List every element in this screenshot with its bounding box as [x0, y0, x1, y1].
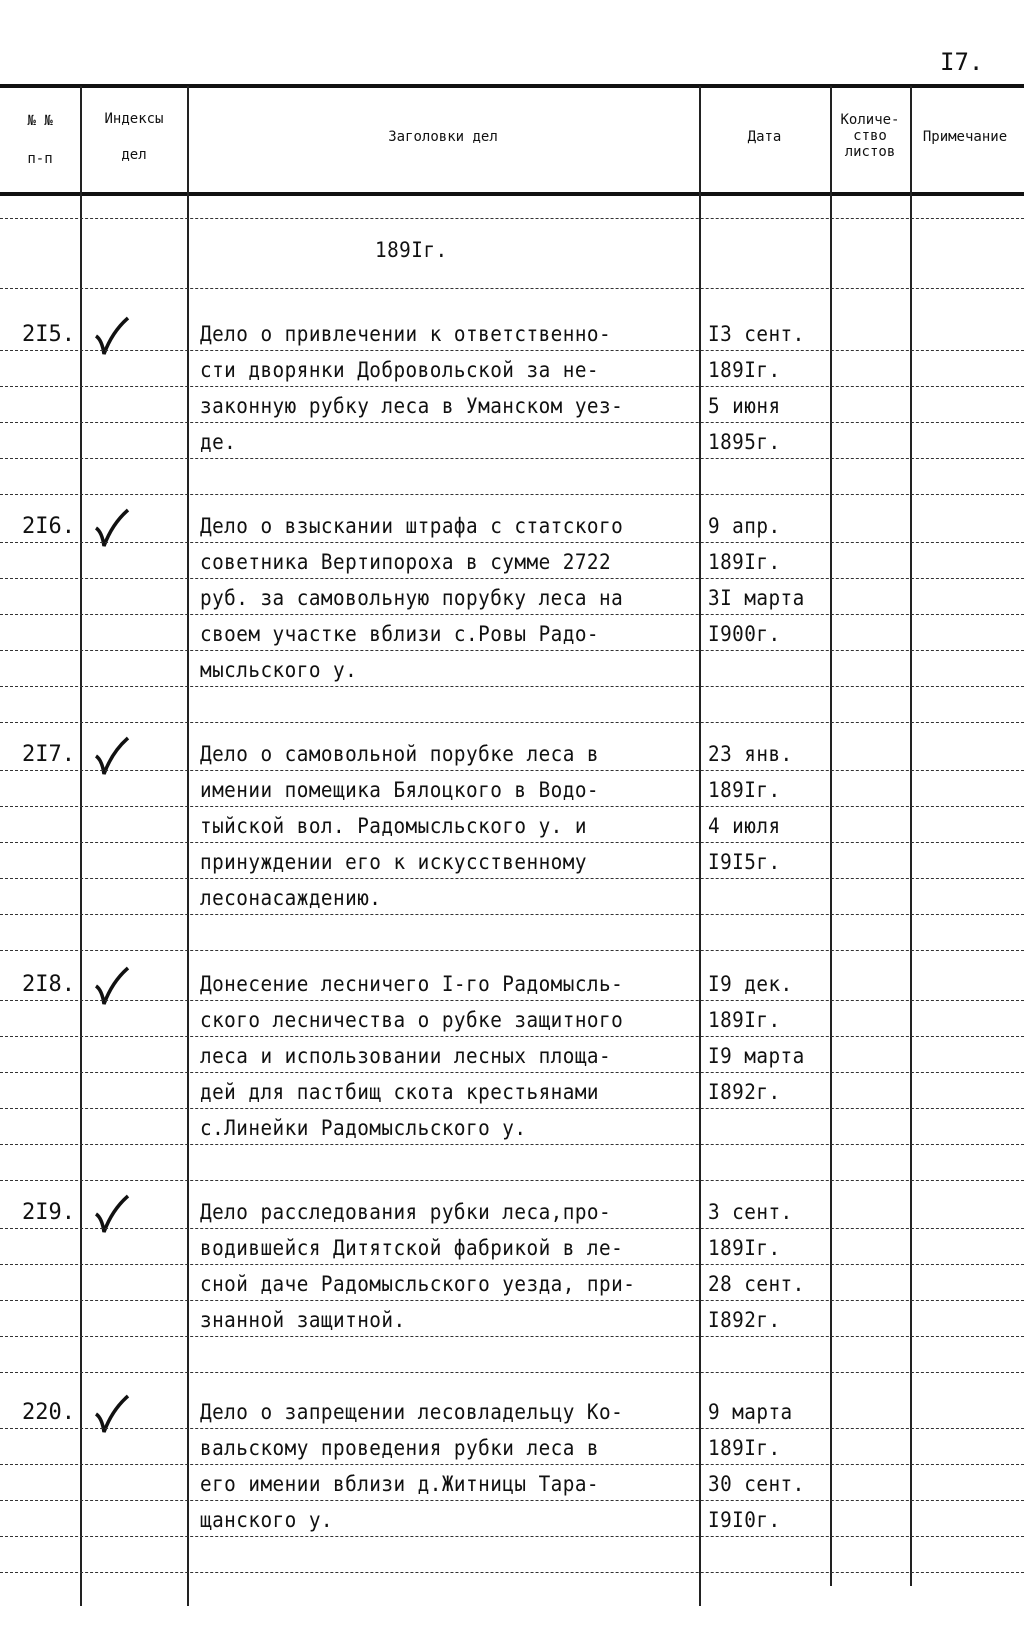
ruled-line [0, 1264, 1024, 1265]
entry-title-line: вальскому проведения рубки леса в [200, 1436, 600, 1460]
entry-date-line: 5 июня [708, 394, 781, 418]
entry-number: 220. [22, 1400, 75, 1425]
entry-title-line: тыйской вол. Радомысльского у. и [200, 814, 587, 838]
header-count [830, 112, 910, 160]
entry-date-line: 189Iг. [708, 1236, 781, 1260]
ruled-line [0, 350, 1024, 351]
entry-title-line: лесонасаждению. [200, 886, 382, 910]
entry-date-line: 4 июля [708, 814, 781, 838]
entry-date-line: 30 сент. [708, 1472, 805, 1496]
ruled-line [0, 770, 1024, 771]
checkmark-icon [92, 734, 132, 778]
entry-title-line: щанского у. [200, 1508, 334, 1532]
entry-date-line: 189Iг. [708, 778, 781, 802]
ruled-line [0, 218, 1024, 219]
ruled-line [0, 1500, 1024, 1501]
entry-date-line: 189Iг. [708, 550, 781, 574]
entry-date-line: 189Iг. [708, 1008, 781, 1032]
entry-title-line: законную рубку леса в Уманском уез- [200, 394, 624, 418]
entry-title-line: Дело о привлечении к ответственно- [200, 322, 612, 346]
entry-date-line: 1895г. [708, 430, 781, 454]
entry-number: 2I7. [22, 742, 75, 767]
ruled-line [0, 458, 1024, 459]
page-number: I7. [940, 48, 984, 76]
ruled-line [0, 950, 1024, 951]
ruled-line [0, 578, 1024, 579]
ruled-line [0, 878, 1024, 879]
entry-title-line: своем участке вблизи с.Ровы Радо- [200, 622, 600, 646]
ruled-line [0, 386, 1024, 387]
entry-date-line: I9I0г. [708, 1508, 781, 1532]
entry-title-line: де. [200, 430, 237, 454]
entry-date-line: I9I5г. [708, 850, 781, 874]
ruled-line [0, 1428, 1024, 1429]
entry-title-line: сти дворянки Добровольской за не- [200, 358, 600, 382]
ruled-line [0, 686, 1024, 687]
ruled-line [0, 1180, 1024, 1181]
column-divider [699, 86, 701, 1606]
entry-date-line: 3 сент. [708, 1200, 793, 1224]
ruled-line [0, 806, 1024, 807]
header-index-line2: дел [121, 147, 147, 163]
ruled-line [0, 1072, 1024, 1073]
entry-date-line: I9 марта [708, 1044, 805, 1068]
checkmark-icon [92, 1192, 132, 1236]
column-divider [910, 86, 912, 1586]
entry-title-line: Донесение лесничего I-го Радомысль- [200, 972, 624, 996]
header-count-line3: листов [844, 144, 896, 160]
ruled-line [0, 1336, 1024, 1337]
ruled-line [0, 1228, 1024, 1229]
checkmark-icon [92, 314, 132, 358]
entry-title-line: принуждении его к искусственному [200, 850, 587, 874]
header-number-line1: № № [27, 113, 53, 129]
checkmark-icon [92, 1392, 132, 1436]
ruled-line [0, 842, 1024, 843]
header-titles: Заголовки дел [388, 129, 498, 145]
column-divider [830, 86, 832, 1586]
header-index-line1: Индексы [104, 111, 164, 127]
ruled-line [0, 1300, 1024, 1301]
ruled-line [0, 1036, 1024, 1037]
ruled-line [0, 614, 1024, 615]
entry-title-line: леса и использовании лесных площа- [200, 1044, 612, 1068]
entry-title-line: Дело расследования рубки леса,про- [200, 1200, 612, 1224]
header-number-line2: п-п [27, 151, 53, 167]
ruled-line [0, 722, 1024, 723]
entry-title-line: советника Вертипороха в сумме 2722 [200, 550, 612, 574]
checkmark-icon [92, 964, 132, 1008]
entry-title-line: водившейся Дитятской фабрикой в ле- [200, 1236, 624, 1260]
checkmark-icon [92, 506, 132, 550]
ruled-line [0, 650, 1024, 651]
entry-date-line: 189Iг. [708, 358, 781, 382]
entry-date-line: 9 марта [708, 1400, 793, 1424]
ruled-line [0, 288, 1024, 289]
ruled-line [0, 1000, 1024, 1001]
header-top-rule [0, 84, 1024, 88]
entry-date-line: 189Iг. [708, 1436, 781, 1460]
ruled-line [0, 494, 1024, 495]
entry-title-line: Дело о взыскании штрафа с статского [200, 514, 624, 538]
entry-date-line: 3I марта [708, 586, 805, 610]
entry-title-line: мысльского у. [200, 658, 358, 682]
header-count-line1: Количе- [840, 112, 900, 128]
entry-number: 2I8. [22, 972, 75, 997]
year-heading: 189Iг. [375, 238, 448, 262]
entry-title-line: руб. за самовольную порубку леса на [200, 586, 624, 610]
ruled-line [0, 1372, 1024, 1373]
entry-title-line: знанной защитной. [200, 1308, 406, 1332]
entry-title-line: с.Линейки Радомысльского у. [200, 1116, 527, 1140]
entry-title-line: ского лесничества о рубке защитного [200, 1008, 624, 1032]
ruled-line [0, 1464, 1024, 1465]
header-date: Дата [747, 129, 782, 145]
ruled-line [0, 542, 1024, 543]
ruled-line [0, 914, 1024, 915]
ruled-line [0, 1536, 1024, 1537]
entry-title-line: Дело о запрещении лесовладельцу Ко- [200, 1400, 624, 1424]
entry-date-line: I892г. [708, 1080, 781, 1104]
entry-date-line: 9 апр. [708, 514, 781, 538]
entry-title-line: Дело о самовольной порубке леса в [200, 742, 600, 766]
header-bottom-rule [0, 192, 1024, 196]
ruled-line [0, 1108, 1024, 1109]
entry-title-line: его имении вблизи д.Житницы Тара- [200, 1472, 600, 1496]
header-number [8, 112, 72, 168]
entry-number: 2I5. [22, 322, 75, 347]
entry-date-line: I9 дек. [708, 972, 793, 996]
header-index [82, 110, 186, 164]
entry-date-line: I892г. [708, 1308, 781, 1332]
ruled-line [0, 422, 1024, 423]
entry-number: 2I6. [22, 514, 75, 539]
ruled-line [0, 1572, 1024, 1573]
header-count-line2: ство [853, 128, 887, 144]
entry-title-line: дей для пастбищ скота крестьянами [200, 1080, 600, 1104]
entry-date-line: 28 сент. [708, 1272, 805, 1296]
entry-date-line: 23 янв. [708, 742, 793, 766]
entry-title-line: имении помещика Бялоцкого в Водо- [200, 778, 600, 802]
entry-date-line: I900г. [708, 622, 781, 646]
entry-title-line: сной даче Радомысльского уезда, при- [200, 1272, 636, 1296]
column-divider [80, 86, 82, 1606]
entry-date-line: I3 сент. [708, 322, 805, 346]
ruled-line [0, 1144, 1024, 1145]
header-note: Примечание [922, 129, 1008, 145]
column-divider [187, 86, 189, 1606]
entry-number: 2I9. [22, 1200, 75, 1225]
